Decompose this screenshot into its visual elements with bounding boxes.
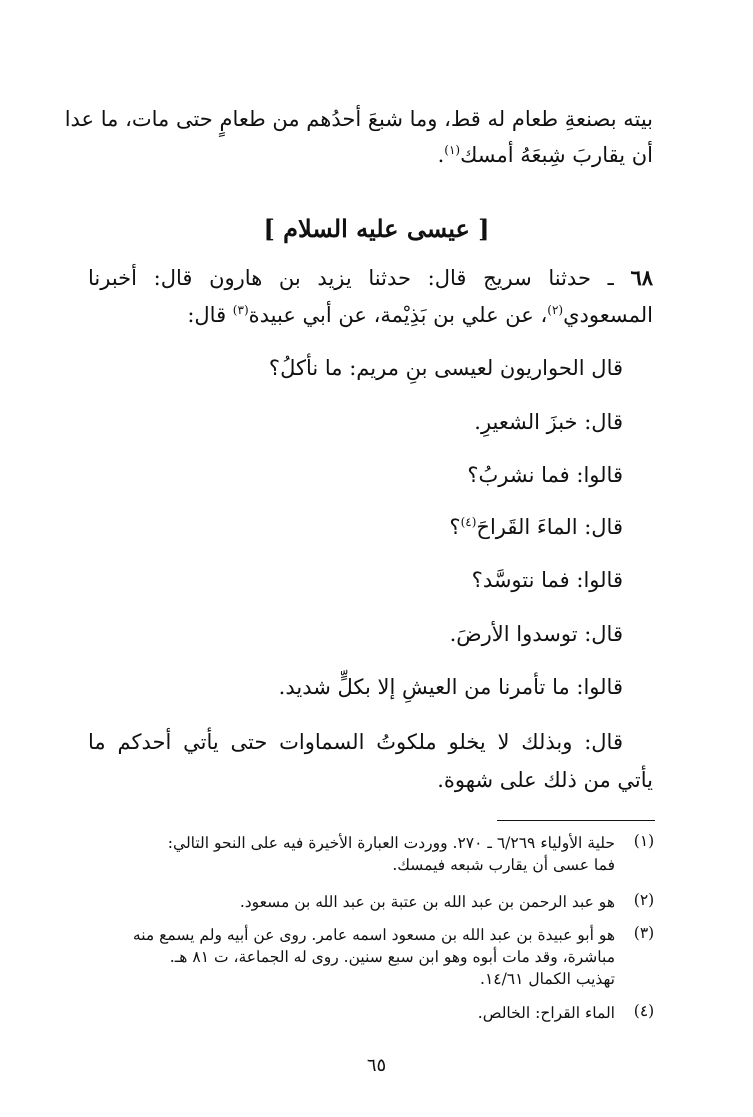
footnote-line: مباشرة، وقد مات أبوه وهو ابن سبع سنين. روى له الجماعة، ت ٨١ هـ.: [169, 948, 615, 966]
footnote-ref-3: (٣): [232, 303, 249, 317]
footnote-ref-1: (١): [444, 143, 461, 157]
footnote-line: الماء القراح: الخالص.: [477, 1004, 615, 1022]
dialogue-text: قالوا: ما تأمرنا من العيشِ إلا بكلٍّ شديد.: [278, 675, 623, 699]
footnote-number: (٤): [633, 1002, 655, 1020]
dialogue-text: قالوا: فما نتوسَّد؟: [471, 568, 623, 592]
footnote-line: تهذيب الكمال ١٤/٦١.: [480, 970, 615, 988]
footnote-line: هو أبو عبيدة بن عبد الله بن مسعود اسمه عامر. روى عن أبيه ولم يسمع منه: [132, 926, 615, 944]
page-number: ٦٥: [366, 1055, 387, 1076]
closing-line-1: قال: وبذلك لا يخلو ملكوتُ السماوات حتى يأتي أحدكم ما: [88, 730, 623, 754]
footnote-line: فما عسى أن يقارب شبعه فيمسك.: [392, 856, 615, 874]
footnote-1: [96, 832, 655, 876]
dialogue-tail: ؟: [449, 515, 461, 539]
dialogue-text: قال: توسدوا الأرضَ.: [449, 622, 623, 646]
hadith-line-2-part-1: المسعودي: [563, 303, 653, 327]
dialogue-line: [88, 515, 623, 539]
footnote-number: (٢): [633, 891, 655, 909]
hadith-line-2: [88, 303, 653, 327]
dialogue-text: قالوا: فما نشربُ؟: [467, 463, 623, 487]
dialogue-text: قال: خبزَ الشعيرِ.: [474, 410, 623, 434]
footnote-ref-4: (٤): [460, 515, 477, 529]
closing-line-2: يأتي من ذلك على شهوة.: [437, 768, 653, 792]
intro-line-2-end: .: [437, 143, 445, 167]
dialogue-text: قال الحواريون لعيسى بنِ مريم: ما نأكلُ؟: [268, 356, 623, 380]
hadith-line-1: [88, 265, 653, 290]
dialogue-text: قال: الماءَ القَراحَ: [476, 515, 623, 539]
section-heading: [ عيسى عليه السلام ]: [263, 214, 490, 243]
hadith-line-2-part-2: ، عن علي بن بَذِيْمة، عن أبي عبيدة: [248, 303, 548, 327]
hadith-number: ٦٨: [630, 265, 653, 290]
footnote-separator: [497, 820, 655, 821]
intro-line-1: بيته بصنعةِ طعام له قط، وما شبعَ أحدُهم من طعامٍ حتى مات، ما عدا: [64, 107, 653, 131]
dialogue-line: [88, 356, 623, 380]
hadith-line-1-text: ـ حدثنا سريج قال: حدثنا يزيد بن هارون قال: أخبرنا: [88, 266, 614, 290]
footnote-number: (١): [633, 832, 655, 850]
hadith-line-2-part-3: قال:: [187, 303, 233, 327]
dialogue-line: [88, 622, 623, 646]
intro-line-2: [88, 143, 653, 167]
footnote-ref-2: (٢): [547, 303, 564, 317]
footnote-number: (٣): [633, 924, 655, 942]
footnote-line: حلية الأولياء ٦/٢٦٩ ـ ٢٧٠. ووردت العبارة الأخيرة فيه على النحو التالي:: [167, 834, 615, 852]
dialogue-line: [88, 675, 623, 699]
footnote-line: هو عبد الرحمن بن عبد الله بن عتبة بن عبد الله بن مسعود.: [239, 893, 615, 911]
intro-line-2-text: أن يقاربَ شِبعَهُ أمسك: [460, 143, 653, 167]
footnote-2: [96, 891, 655, 913]
dialogue-line: [88, 463, 623, 487]
footnote-3: [96, 924, 655, 990]
footnote-4: [96, 1002, 655, 1024]
dialogue-line: [88, 568, 623, 592]
dialogue-line: [88, 410, 623, 434]
